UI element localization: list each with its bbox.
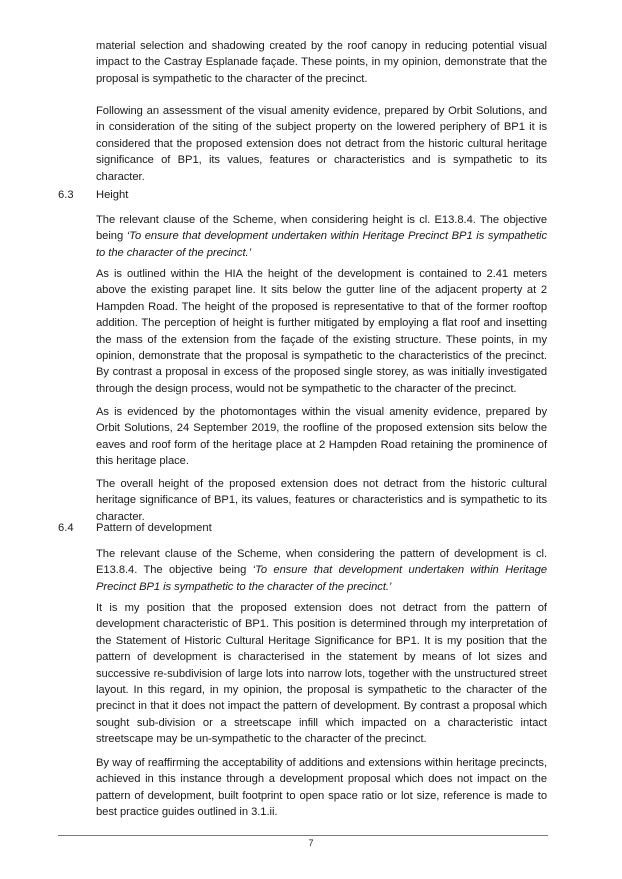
body-paragraph: As is outlined within the HIA the height of the development is contained to 2.41 meters above the existing parapet line. It sits below the gutter line of the adjacent property at 2 Hampden Road. The height of the proposed is representative to that of the former rooftop addition. The perception of height is further mitigated by employing a flat roof and insetting the mass of the extension from the façade of the existing structure. These points, in my opinion, demonstrate that the proposal is sympathetic to the characteristics of the precinct. By contrast a proposal in excess of the proposed single storey, as was initially investigated through the design process, would not be sympathetic to the character of the precinct. — [96, 268, 547, 395]
scheme-objective-quote: ‘To ensure that development undertaken within Heritage Precinct BP1 is sympathetic to the character of the precinct.’ — [96, 564, 547, 593]
footer-divider — [58, 835, 548, 836]
body-paragraph: Following an assessment of the visual amenity evidence, prepared by Orbit Solutions, and in consideration of the siting of the subject property on the lowered periphery of BP1 it is considered that the proposed extension does not detract from the historic cultural heritage significance of BP1, its values, features or characteristics and is sympathetic to its character. — [96, 105, 547, 183]
section-number: 6.4 — [58, 522, 74, 534]
body-paragraph — [96, 546, 547, 595]
section-title: Pattern of development — [96, 522, 212, 534]
body-paragraph: By way of reaffirming the acceptability of additions and extensions within heritage precincts, achieved in this instance through a development proposal which does not impact on the pattern of development, built footprint to open space ratio or lot size, reference is made to best practice guides outlined in 3.1.ii. — [96, 757, 547, 819]
body-paragraph: material selection and shadowing created by the roof canopy in reducing potential visual impact to the Castray Esplanade façade. These points, in my opinion, demonstrate that the proposal is sympathetic to the character of the precinct. — [96, 40, 547, 85]
body-paragraph: The overall height of the proposed extension does not detract from the historic cultural heritage significance of BP1, its values, features or characteristics and is sympathetic to its character. — [96, 478, 547, 523]
page-number: 7 — [308, 838, 314, 848]
paragraph-text: The relevant clause of the Scheme, when considering height is cl. E13.8.4. The objective being — [96, 214, 547, 243]
scheme-objective-quote: ‘To ensure that development undertaken within Heritage Precinct BP1 is sympathetic to the character of the precinct.’ — [96, 230, 547, 259]
paragraph-text: The relevant clause of the Scheme, when considering the pattern of development is cl. E13.8.4. The objective being — [96, 548, 547, 577]
section-title: Height — [96, 189, 129, 201]
section-number: 6.3 — [58, 189, 74, 201]
body-paragraph — [96, 212, 547, 261]
body-paragraph: As is evidenced by the photomontages within the visual amenity evidence, prepared by Orbit Solutions, 24 September 2019, the roofline of the proposed extension sits below the eaves and roof form of the heritage place at 2 Hampden Road retaining the prominence of this heritage place. — [96, 406, 547, 468]
body-paragraph: It is my position that the proposed extension does not detract from the pattern of development characteristic of BP1. This position is determined through my interpretation of the Statement of Historic Cultural Heritage Significance for BP1. It is my position that the pattern of development is characterised in the statement by means of lot sizes and successive re-subdivision of large lots into narrow lots, together with the unstructured street layout. In this regard, in my opinion, the proposal is sympathetic to the character of the precinct in that it does not impact the pattern of development. By contrast a proposal which sought sub-division or a streetscape infill which impacted on a characteristic intact streetscape may be un-sympathetic to the character of the precinct. — [96, 602, 547, 746]
